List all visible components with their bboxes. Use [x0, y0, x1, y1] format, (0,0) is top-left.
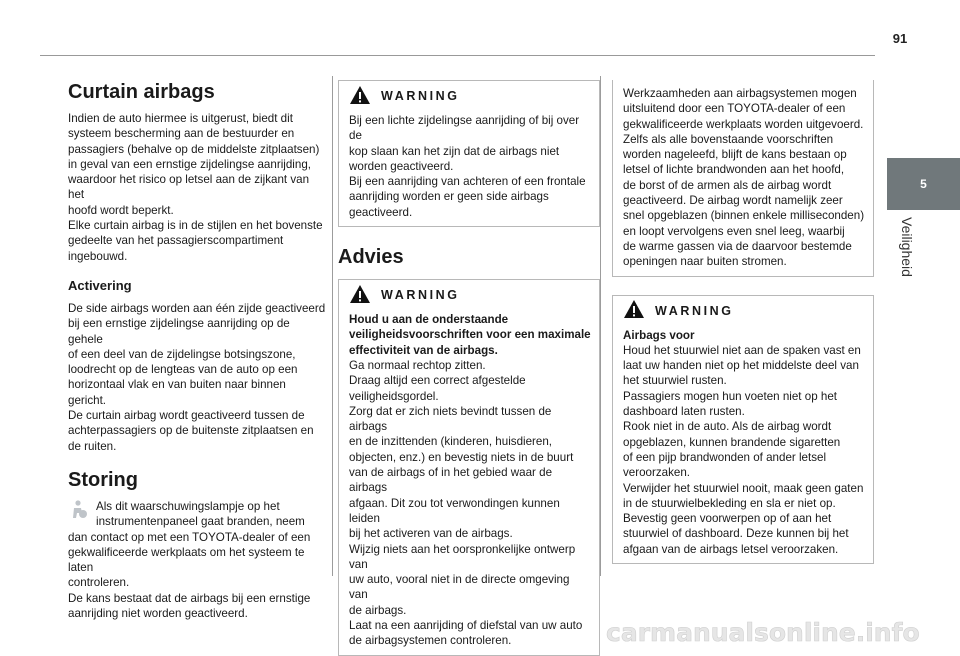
warning-3-text	[623, 343, 865, 557]
activering-text	[68, 301, 326, 454]
text-line: in de stuurwielbekleding en sla er niet op.	[623, 496, 836, 510]
text-line: instrumentenpaneel gaat branden, neem	[96, 515, 305, 529]
text-line: Verwijder het stuurwiel nooit, maak geen gaten	[623, 481, 864, 495]
text-line: Bij een aanrijding van achteren of een frontale	[349, 175, 586, 189]
warning-triangle-icon	[349, 284, 371, 308]
text-line: en loopt vervolgens even snel leeg, waarbij	[623, 224, 845, 238]
text-line: laat uw handen niet op het middelste deel van	[623, 359, 859, 373]
curtain-airbags-heading: Curtain airbags	[68, 81, 215, 103]
text-line: ingebouwd.	[68, 249, 128, 263]
curtain-airbags-text	[68, 111, 326, 264]
airbag-warning-lamp-icon	[68, 499, 88, 530]
text-line: De kans bestaat dat de airbags bij een ernstige	[68, 591, 311, 605]
warning-1-text	[349, 113, 591, 220]
warning-triangle-icon	[623, 299, 645, 323]
text-line: Als dit waarschuwingslampje op het	[96, 499, 280, 513]
text-line: waardoor het risico op letsel aan de zijkant van het	[68, 173, 310, 202]
text-line: afgaan. Dit zou tot verwondingen kunnen leiden	[349, 496, 560, 525]
text-line: van de airbags of in het gebied waar de airbags	[349, 466, 553, 495]
text-line: uw auto, vooral niet in de directe omgeving van	[349, 573, 570, 602]
text-line: de borst of de armen als de airbag wordt	[623, 178, 832, 192]
text-line: Houd het stuurwiel niet aan de spaken vast en	[623, 343, 861, 357]
text-line: dashboard laten rusten.	[623, 405, 745, 419]
text-line: of een deel van de zijdelingse botsingszone,	[68, 347, 296, 361]
column-3	[612, 80, 874, 564]
text-line: De side airbags worden aan één zijde geactiveerd	[68, 301, 326, 315]
text-line: letsel of lichte brandwonden aan het hoofd,	[623, 163, 845, 177]
storing-note-text	[96, 499, 305, 530]
warning-1-title: WARNING	[381, 89, 460, 104]
text-line: objecten, enz.) en bevestig niets in de buurt	[349, 450, 574, 464]
text-line: aanrijding niet worden geactiveerd.	[68, 607, 248, 621]
text-line: bij een ernstige zijdelingse aanrijding op de gehele	[68, 317, 290, 346]
warning-continuation-box	[612, 80, 874, 277]
text-line: het stuurwiel rusten.	[623, 374, 727, 388]
text-line: Bevestig geen voorwerpen op of aan het	[623, 512, 832, 526]
chapter-tab[interactable]	[887, 158, 960, 210]
text-line: en de inzittenden (kinderen, huisdieren,	[349, 435, 553, 449]
warning-triangle-icon	[349, 85, 371, 109]
text-line: Elke curtain airbag is in de stijlen en het bovenste	[68, 219, 323, 233]
page-number: 91	[892, 31, 908, 46]
column-1	[68, 80, 326, 621]
warning-3-title: WARNING	[655, 303, 734, 318]
text-line: afgaan van de airbags letsel veroorzaken.	[623, 542, 839, 556]
warning-3-lead: Airbags voor	[623, 328, 695, 342]
text-line: kop slaan kan het zijn dat de airbags niet	[349, 144, 560, 158]
text-line: passagiers (behalve op de middelste zitplaatsen)	[68, 142, 320, 156]
text-line: opgeblazen, kunnen brandende sigaretten	[623, 435, 841, 449]
text-line: stuurwiel of dashboard. Deze kunnen bij het	[623, 527, 849, 541]
warning-2-title: WARNING	[381, 288, 460, 303]
chapter-label: Veiligheid	[899, 217, 915, 277]
column-2	[338, 80, 600, 656]
text-line: Houd u aan de onderstaande	[349, 313, 509, 327]
text-line: Passagiers mogen hun voeten niet op het	[623, 389, 837, 403]
text-line: worden nageleefd, blijft de kans bestaan op	[623, 148, 847, 162]
advies-heading: Advies	[338, 246, 404, 269]
text-line: veiligheidsgordel.	[349, 389, 439, 403]
text-line: de airbagsystemen controleren.	[349, 634, 512, 648]
text-line: geactiveerd. De airbag wordt namelijk zeer	[623, 194, 843, 208]
storing-warning-note	[68, 499, 326, 530]
column-divider-1	[332, 76, 333, 576]
chapter-number: 5	[920, 177, 927, 191]
text-line: de warme gassen via de daarvoor bestemde	[623, 239, 852, 253]
text-line: effectiviteit van de airbags.	[349, 343, 498, 357]
text-line: aanrijding worden er geen side airbags	[349, 190, 549, 204]
text-line: Ga normaal rechtop zitten.	[349, 358, 486, 372]
text-line: snel opgeblazen (binnen enkele milliseconden)	[623, 209, 865, 223]
text-line: loodrecht op de lengteas van de auto op een	[68, 363, 298, 377]
text-line: Bij een lichte zijdelingse aanrijding of bij over de	[349, 114, 580, 143]
text-line: Zelfs als alle bovenstaande voorschriften	[623, 132, 834, 146]
warning-box-1	[338, 80, 600, 227]
text-line: de ruiten.	[68, 439, 117, 453]
watermark	[606, 617, 946, 649]
text-line: bij het activeren van de airbags.	[349, 527, 513, 541]
text-line: achterpassagiers op de buitenste zitplaatsen en	[68, 424, 314, 438]
watermark-text: carmanualsonline.info	[606, 618, 920, 647]
text-line: controleren.	[68, 576, 130, 590]
text-line: De curtain airbag wordt geactiveerd tussen de	[68, 409, 305, 423]
text-line: openingen naar buiten stromen.	[623, 255, 787, 269]
text-line: Wijzig niets aan het oorspronkelijke ontwerp van	[349, 542, 576, 571]
warning-2-text	[349, 358, 591, 649]
text-line: in geval van een ernstige zijdelingse aanrijding,	[68, 157, 311, 171]
storing-heading: Storing	[68, 468, 138, 491]
text-line: worden geactiveerd.	[349, 159, 454, 173]
storing-text	[68, 530, 326, 622]
text-line: Zorg dat er zich niets bevindt tussen de airbags	[349, 404, 552, 434]
text-line: dan contact op met een TOYOTA-dealer of een	[68, 530, 311, 544]
warning-box-2	[338, 279, 600, 656]
text-line: gedeelte van het passagierscompartiment	[68, 234, 284, 248]
text-line: Draag altijd een correct afgestelde	[349, 374, 526, 388]
warning-2-lead	[349, 312, 591, 358]
activering-heading: Activering	[68, 277, 132, 293]
text-line: Werkzaamheden aan airbagsystemen mogen	[623, 87, 857, 100]
text-line: gekwalificeerde werkplaats om het systeem te laten	[68, 545, 305, 575]
text-line: systeem bescherming aan de bestuurder en	[68, 127, 295, 141]
header-rule	[40, 55, 875, 56]
text-line: geactiveerd.	[349, 205, 413, 219]
warning-box-3	[612, 295, 874, 564]
text-line: Rook niet in de auto. Als de airbag wordt	[623, 420, 832, 434]
text-line: Laat na een aanrijding of diefstal van uw auto	[349, 619, 583, 633]
text-line: de airbags.	[349, 603, 407, 617]
text-line: gekwalificeerde werkplaats worden uitgevoerd.	[623, 117, 864, 131]
airbag-work-text	[623, 86, 865, 270]
text-line: uitsluitend door een TOYOTA-dealer of een	[623, 102, 846, 116]
text-line: horizontaal vlak en van buiten naar binnen gericht.	[68, 378, 286, 407]
column-divider-2	[600, 76, 601, 576]
text-line: veiligheidsvoorschriften voor een maximale	[349, 328, 591, 342]
text-line: hoofd wordt beperkt.	[68, 203, 174, 217]
text-line: Indien de auto hiermee is uitgerust, biedt dit	[68, 112, 293, 125]
text-line: of een pijp brandwonden of ander letsel	[623, 450, 827, 464]
text-line: veroorzaken.	[623, 466, 691, 480]
